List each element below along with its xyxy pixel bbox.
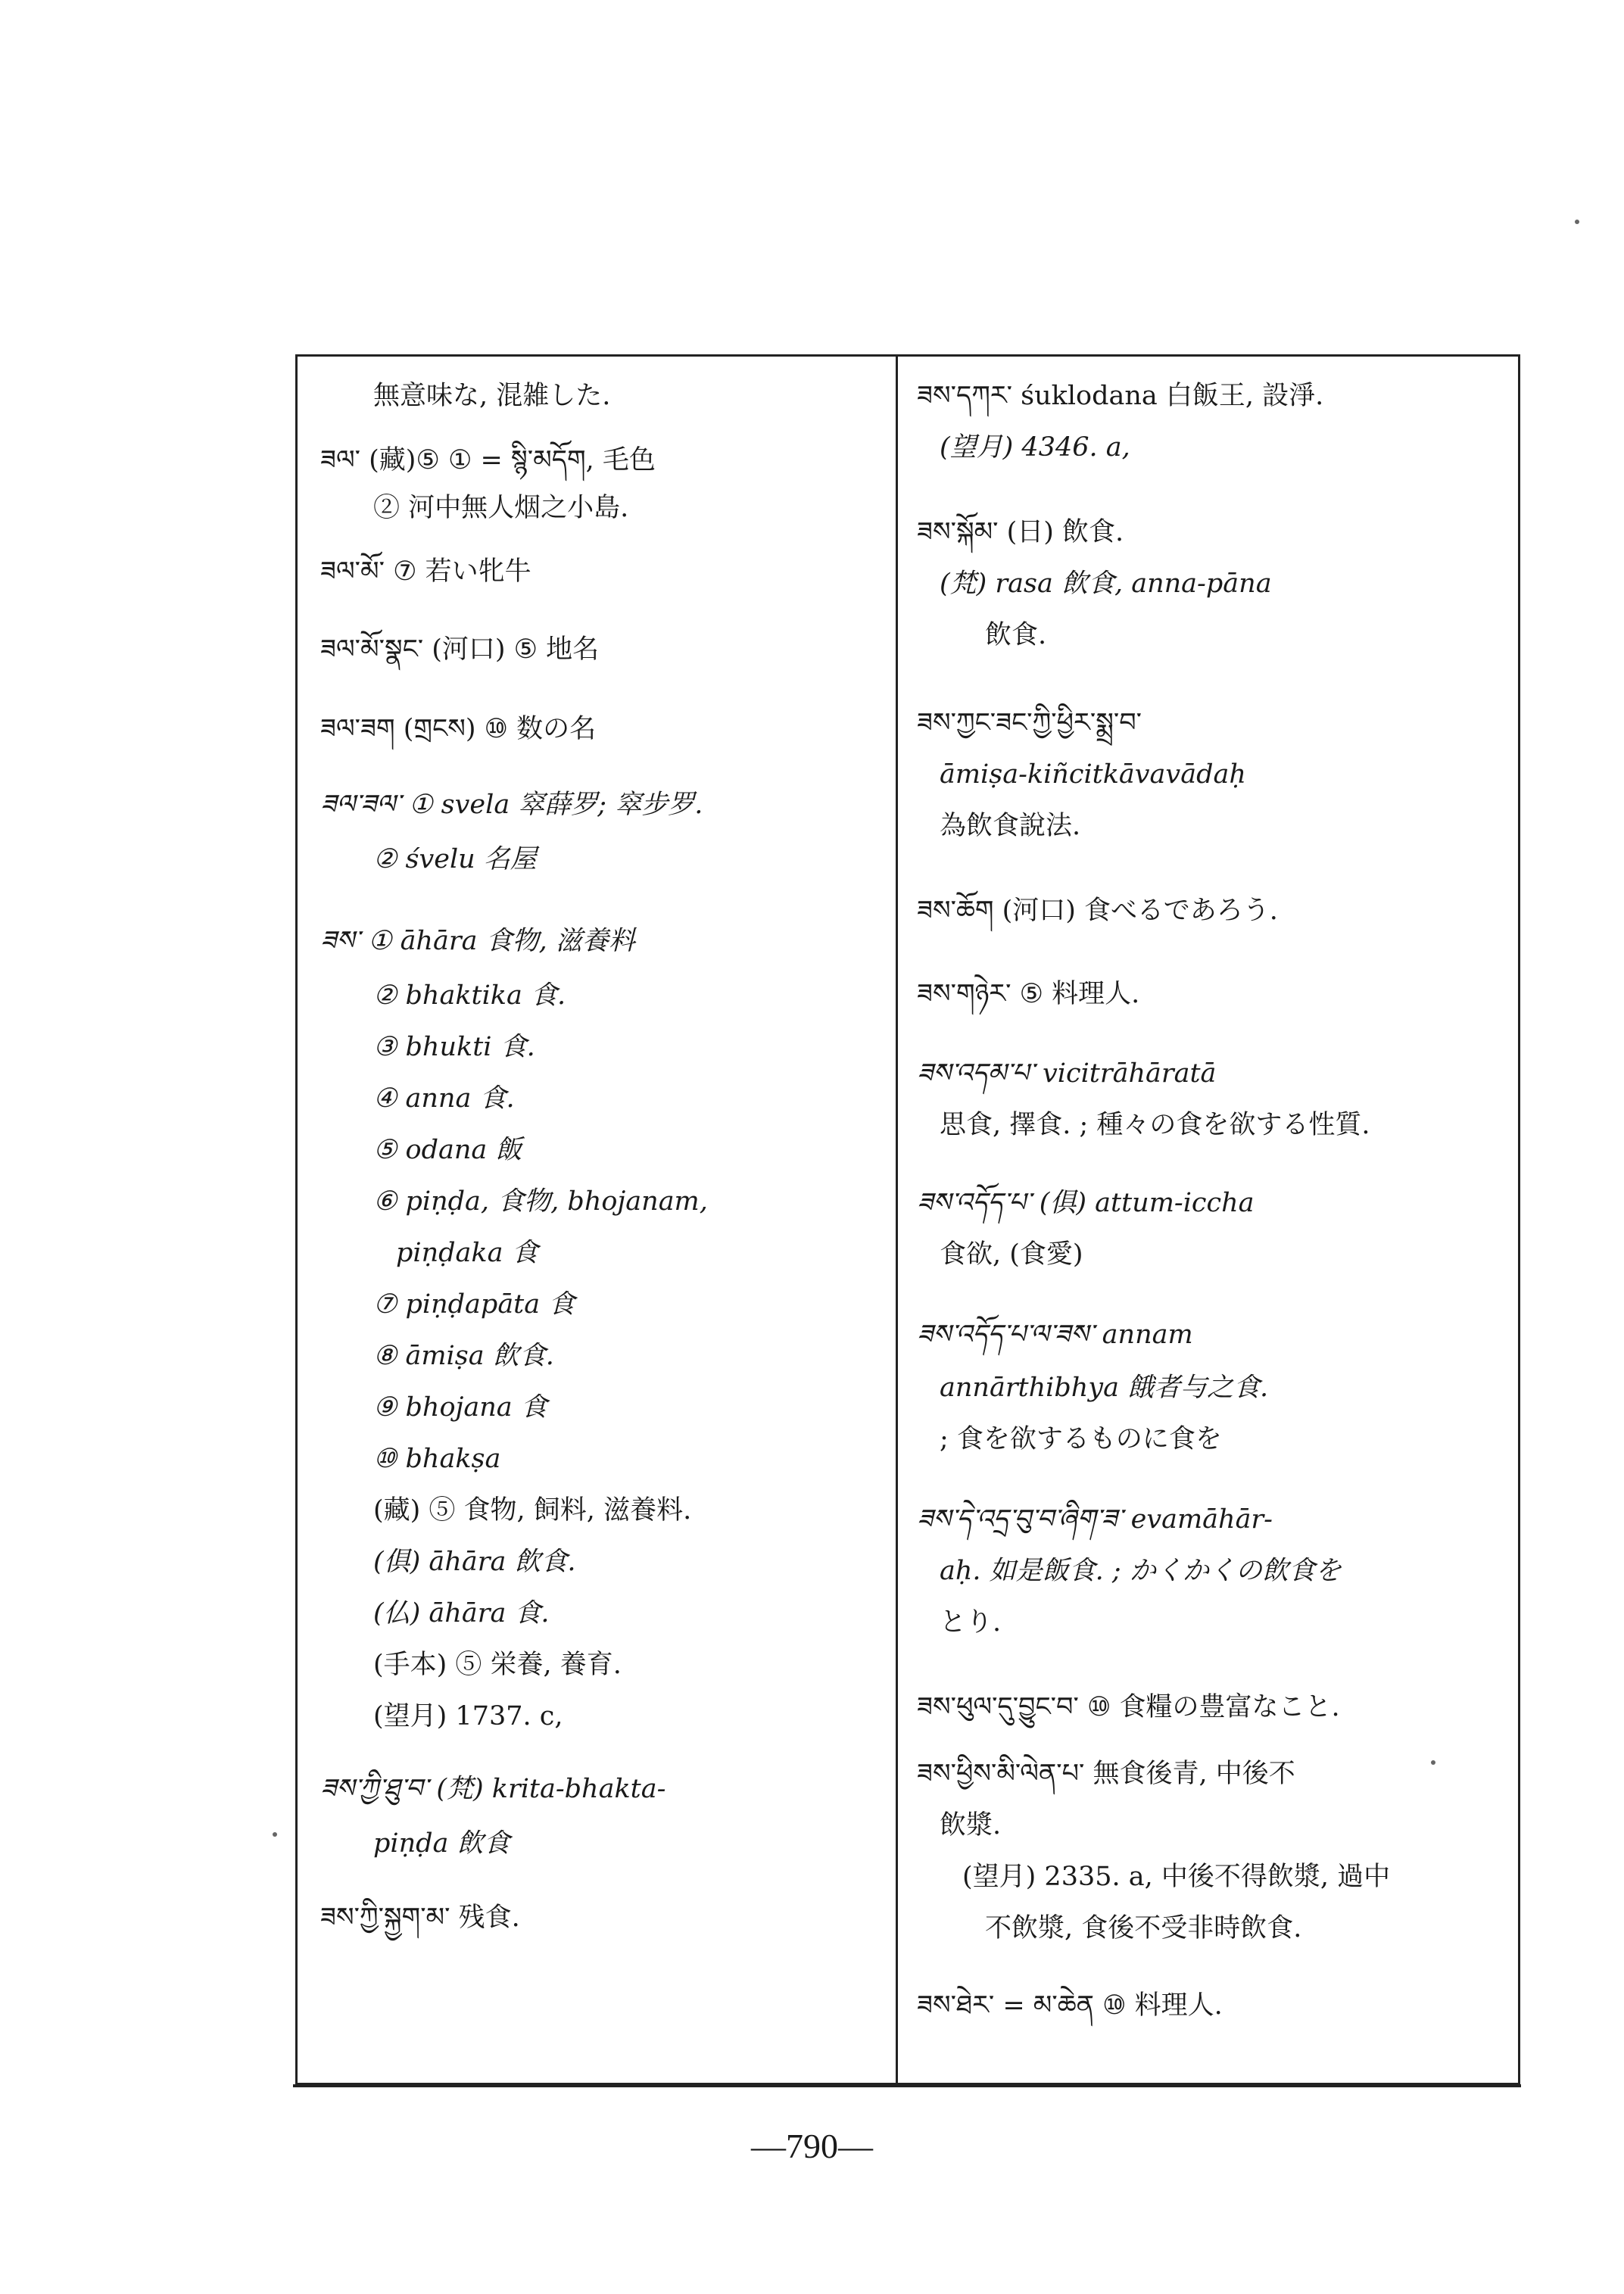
entry-line: ཟལ་མོ་ ⑦ 若い牝牛	[320, 556, 531, 587]
entry-line: とり.	[940, 1607, 1002, 1638]
entry-line: ③ bhukti 食.	[373, 1032, 535, 1062]
entry-line: piṇḍa 飲食	[373, 1828, 510, 1859]
entry-line: ཟལ་ཟལ་ ① svela 窣薛罗; 窣步罗.	[320, 790, 703, 820]
entry-line: ཟས་ཐེར་ = མ་ཆེན ⑩ 料理人.	[917, 1990, 1223, 2021]
page-number: —790—	[751, 2127, 873, 2165]
frame-bottom-rule	[293, 2084, 1521, 2087]
entry-line: 思食, 擇食. ; 種々の食を欲する性質.	[940, 1110, 1370, 1140]
entry-line: 飲食.	[985, 620, 1047, 650]
entry-line: ཟས་འདོད་པ་ལ་ཟས་ annam	[917, 1320, 1193, 1350]
entry-line: ཟས་ཕྱིས་མི་ལེན་པ་ 無食後青, 中後不	[917, 1759, 1295, 1789]
entry-line: ④ anna 食.	[373, 1083, 515, 1114]
entry-line: āmiṣa-kiñcitkāvavādaḥ	[940, 759, 1246, 790]
entry-line: ཟལ་ (藏)⑤ ① = སྙི་མདོག, 毛色	[320, 445, 656, 475]
entry-line: piṇḍaka 食	[396, 1238, 538, 1268]
entry-line: ⑦ piṇḍapāta 食	[373, 1289, 575, 1320]
entry-line: (梵) rasa 飲食, anna-pāna	[940, 569, 1272, 599]
dictionary-page-frame	[295, 354, 1520, 2085]
entry-line: 不飲漿, 食後不受非時飲食.	[985, 1913, 1302, 1943]
entry-line: ② śvelu 名屋	[373, 844, 537, 874]
entry-line: ② bhaktika 食.	[373, 980, 566, 1011]
entry-line: ⑤ odana 飯	[373, 1135, 522, 1165]
entry-line: (仏) āhāra 食.	[373, 1598, 550, 1629]
entry-line: ཟས་གཉེར་ ⑤ 料理人.	[917, 979, 1140, 1009]
entry-line: ཟས་དཀར་ śuklodana 白飯王, 設淨.	[917, 381, 1324, 411]
entry-line: ⑧ āmiṣa 飲食.	[373, 1341, 554, 1371]
entry-line: ⑥ piṇḍa, 食物, bhojanam,	[373, 1186, 708, 1217]
scan-speck	[1575, 220, 1579, 224]
entry-line: ཟས་དེ་འདྲ་བུ་བ་ཞིག་ཟ་ evamāhār-	[917, 1504, 1273, 1535]
entry-line: ; 食を欲するものに食を	[940, 1424, 1222, 1454]
entry-line: (望月) 2335. a, 中後不得飲漿, 過中	[962, 1862, 1391, 1892]
entry-line: 食欲, (食愛)	[940, 1239, 1083, 1270]
scan-speck	[273, 1832, 277, 1837]
entry-line: (藏) ⑤ 食物, 飼料, 滋養料.	[373, 1495, 692, 1526]
column-divider	[896, 357, 898, 2083]
entry-line: ཟས་ཀྱི་ཐུ་བ་ (梵) krita-bhakta-	[320, 1774, 666, 1804]
entry-line: (手本) ⑤ 栄養, 養育.	[373, 1650, 622, 1680]
entry-line: ཟས་སྐོམ་ (日) 飲食.	[917, 517, 1124, 547]
entry-line: ② 河中無人烟之小島.	[373, 493, 629, 523]
entry-line: ཟས་འདམ་པ་ vicitrāhāratā	[917, 1058, 1217, 1089]
entry-line: (望月) 4346. a,	[940, 432, 1130, 463]
scan-speck	[1431, 1760, 1435, 1765]
entry-line: aḥ. 如是飯食. ; かくかくの飲食を	[940, 1556, 1342, 1586]
entry-line: annārthibhya 餓者与之食.	[940, 1373, 1269, 1403]
entry-line: ཟས་ ① āhāra 食物, 滋養料	[320, 926, 635, 956]
entry-line: 無意味な, 混雑した.	[373, 381, 611, 411]
entry-line: ཟས་ཀྱང་ཟང་ཀྱི་ཕྱིར་སྨྲ་བ་	[917, 708, 1142, 738]
entry-line: ཟལ་ཟག (གྲངས) ⑩ 数の名	[320, 714, 597, 744]
entry-line: ⑨ bhojana 食	[373, 1392, 547, 1423]
entry-line: 為飲食說法.	[940, 811, 1081, 841]
entry-line: (俱) āhāra 飲食.	[373, 1547, 576, 1577]
entry-line: ཟལ་མོ་སྣང་ (河口) ⑤ 地名	[320, 634, 600, 665]
entry-line: ཟས་ཀྱི་སྐྱག་མ་ 残食.	[320, 1903, 520, 1933]
entry-line: (望月) 1737. c,	[373, 1701, 563, 1731]
entry-line: ཟས་འདོད་པ་ (俱) attum-iccha	[917, 1188, 1255, 1218]
entry-line: ཟས་ཆོག (河口) 食べるであろう.	[917, 896, 1278, 926]
entry-line: ⑩ bhakṣa	[373, 1444, 501, 1474]
entry-line: 飲漿.	[940, 1810, 1002, 1840]
entry-line: ཟས་ཕུལ་དུ་བྱུང་བ་ ⑩ 食糧の豊富なこと.	[917, 1692, 1340, 1722]
